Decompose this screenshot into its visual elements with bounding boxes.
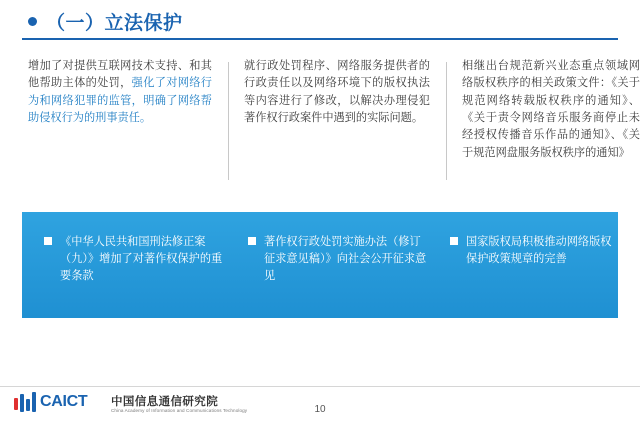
square-bullet-icon <box>44 237 52 245</box>
square-bullet-icon <box>248 237 256 245</box>
panel-bullet-text-2: 著作权行政处罚实施办法（修订征求意见稿）》向社会公开征求意见 <box>264 236 427 282</box>
column-divider-2 <box>446 62 447 180</box>
page-number: 10 <box>314 404 326 415</box>
panel-bullet-item-3 <box>450 234 622 268</box>
page-title: （一）立法保护 <box>46 13 183 34</box>
column-1-highlight: 强化了对网络行为和网络犯罪的监管，明确了网络帮助侵权行为的刑事责任。 <box>28 77 212 125</box>
square-bullet-icon <box>450 237 458 245</box>
panel-bullet-item-2 <box>248 234 430 284</box>
panel-bullet-text-1: 《中华人民共和国刑法修正案（九）》增加了对著作权保护的重要条款 <box>60 236 223 282</box>
column-1-normal: 增加了对提供互联网技术支持、和其他帮助主体的处罚， <box>28 60 212 90</box>
slide-title-bar <box>22 8 618 40</box>
organization-name-cn: 中国信息通信研究院 <box>111 396 219 408</box>
organization-name-en: China Academy of Information and Communications Technology <box>111 408 248 413</box>
title-bullet-icon <box>28 17 37 26</box>
highlight-panel <box>22 212 618 318</box>
column-text-3: 相继出台规范新兴业态重点领域网络版权秩序的相关政策文件：《关于规范网络转载版权秩序的通知》、《关于责令网络音乐服务商停止未经授权传播音乐作品的通知》、《关于规范网盘服务版权秩序的通知》 <box>462 60 640 159</box>
column-text-2: 就行政处罚程序、网络服务提供者的行政责任以及网络环境下的版权执法等内容进行了修改，以解决办理侵犯著作权行政案件中遇到的实际问题。 <box>244 60 430 125</box>
panel-bullet-item-1 <box>44 234 230 284</box>
logo-abbreviation: CAICT <box>40 393 88 410</box>
panel-bullet-text-3: 国家版权局积极推动网络版权保护政策规章的完善 <box>466 236 612 265</box>
title-underline <box>22 38 618 40</box>
panel-bullet-row <box>22 234 618 304</box>
column-text-1 <box>28 58 212 127</box>
footer-divider <box>0 386 640 387</box>
column-divider-1 <box>228 62 229 180</box>
columns-section <box>22 58 640 188</box>
